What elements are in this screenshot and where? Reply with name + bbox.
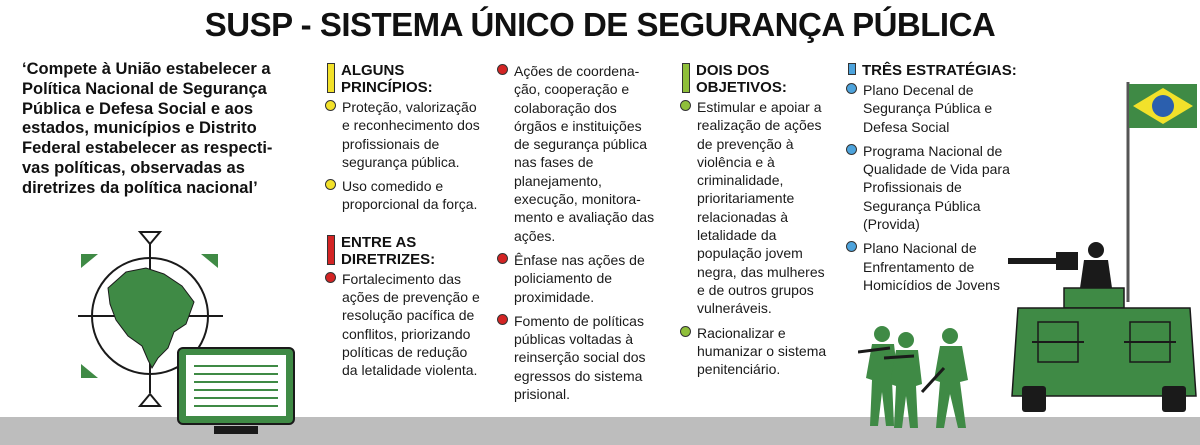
green-bar-icon bbox=[682, 63, 690, 93]
principio-item: Proteção, valorização e reconhecimento dos profissionais de segurança pública. bbox=[325, 98, 485, 171]
principios-heading: ALGUNS PRINCÍPIOS: bbox=[325, 62, 485, 96]
column-principios bbox=[325, 62, 485, 386]
diretriz-item: Ações de coordena-ção, cooperação e colaboração dos órgãos e instituições de segurança pública nas fases de planejamento, execução, monitora-mento e avaliação das ações. bbox=[497, 62, 657, 245]
red-bullet-icon bbox=[497, 64, 508, 75]
column-diretrizes bbox=[497, 62, 657, 409]
principio-item: Uso comedido e proporcional da força. bbox=[325, 177, 485, 214]
diretriz-item: Fortalecimento das ações de prevenção e resolução pacífica de conflitos, priorizando políticas de redução da letalidade violenta. bbox=[325, 270, 485, 380]
estrategia-item: Programa Nacional de Qualidade de Vida para Profissionais de Segurança Pública (Provida) bbox=[846, 142, 1021, 233]
objetivo-item: Racionalizar e humanizar o sistema penitenciário. bbox=[680, 324, 830, 379]
yellow-bar-icon bbox=[327, 63, 335, 93]
blue-bullet-icon bbox=[846, 83, 857, 94]
quote-text: ‘Compete à União estabelecer a Política Nacional de Segurança Pública e Defesa Social e aos estados, municípios e Distrito Federal estabelecer as respecti-vas políticas, observadas as diretrizes da política nacional’ bbox=[22, 60, 273, 197]
red-bullet-icon bbox=[325, 272, 336, 283]
red-bar-icon bbox=[327, 235, 335, 265]
blue-bullet-icon bbox=[846, 144, 857, 155]
estrategia-item: Plano Decenal de Segurança Pública e Defesa Social bbox=[846, 81, 1021, 136]
column-objetivos bbox=[680, 62, 830, 384]
column-estrategias bbox=[846, 62, 1021, 300]
armored-vehicle-icon bbox=[1008, 236, 1200, 414]
soldiers-icon bbox=[858, 322, 988, 432]
yellow-bullet-icon bbox=[325, 179, 336, 190]
green-bullet-icon bbox=[680, 100, 691, 111]
green-bullet-icon bbox=[680, 326, 691, 337]
red-bullet-icon bbox=[497, 314, 508, 325]
red-bullet-icon bbox=[497, 253, 508, 264]
estrategias-heading: TRÊS ESTRATÉGIAS: bbox=[846, 62, 1021, 79]
yellow-bullet-icon bbox=[325, 100, 336, 111]
diretriz-item: Fomento de políticas públicas voltadas à reinserção social dos egressos do sistema prisional. bbox=[497, 312, 657, 403]
objetivos-heading: DOIS DOS OBJETIVOS: bbox=[680, 62, 830, 96]
diretrizes-heading: ENTRE AS DIRETRIZES: bbox=[325, 234, 485, 268]
diretriz-item: Ênfase nas ações de policiamento de proximidade. bbox=[497, 251, 657, 306]
page-title: SUSP - SISTEMA ÚNICO DE SEGURANÇA PÚBLICA bbox=[204, 6, 996, 43]
monitor-icon bbox=[176, 346, 300, 440]
blue-bullet-icon bbox=[846, 241, 857, 252]
estrategia-item: Plano Nacional de Enfrentamento de Homicídios de Jovens bbox=[846, 239, 1021, 294]
objetivo-item: Estimular e apoiar a realização de ações de prevenção à violência e à criminalidade, prioritariamente relacionadas à letalidade da população jovem negra, das mulheres e de outros grupos vulneráveis. bbox=[680, 98, 830, 318]
blue-bar-icon bbox=[848, 63, 856, 75]
